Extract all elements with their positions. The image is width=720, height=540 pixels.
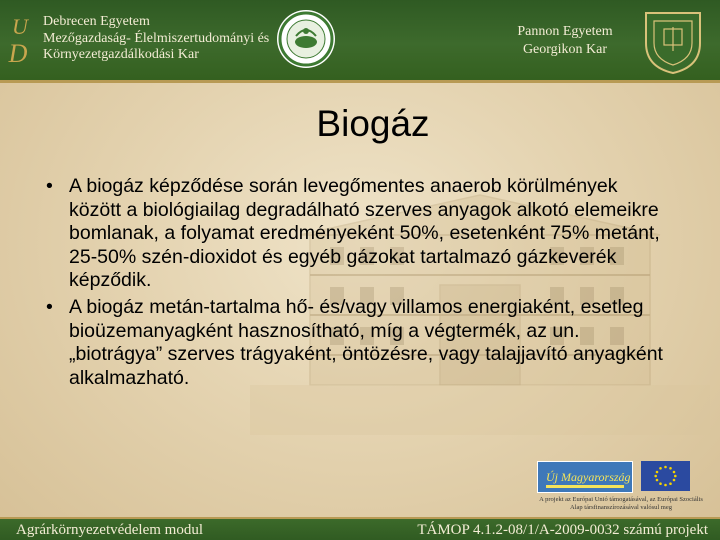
pannon-line-1: Pannon Egyetem — [517, 24, 613, 39]
svg-text:D: D — [8, 39, 28, 68]
university-seal-icon — [276, 9, 336, 69]
bullet-item — [46, 175, 666, 293]
bullet-dot-icon: • — [46, 295, 53, 318]
bullet-list — [46, 175, 666, 393]
pannon-crest-icon — [640, 7, 706, 75]
eu-flag-icon — [641, 461, 690, 491]
svg-text:U: U — [12, 14, 28, 39]
header-divider — [0, 80, 720, 83]
footer-bar — [0, 517, 720, 540]
uj-magyarorszag-text: Új Magyarország — [546, 470, 631, 484]
bullet-text: A biogáz metán-tartalma hő- és/vagy villamos energiaként, esetleg bioüzemanyagként hasznosítható, míg a végtermék, az un. „biotrágya” szerves trágyaként, öntözésre, vagy talajjavító anyagként alkalmazható. — [69, 295, 663, 389]
debrecen-line-1: Debrecen Egyetem — [43, 14, 150, 29]
module-name: Agrárkörnyezetvédelem modul — [16, 522, 204, 538]
header-bar — [0, 0, 720, 80]
funding-footnote: A projekt az Európai Unió támogatásával, az Európai Szociális Alap társfinanszírozásával valósul meg — [539, 496, 703, 511]
bullet-item — [46, 296, 666, 390]
debrecen-university-name — [43, 14, 269, 64]
pannon-university-name — [512, 23, 618, 59]
pannon-line-2: Georgikon Kar — [522, 42, 608, 57]
slide-title-text: Biogáz — [316, 103, 430, 144]
ud-monogram-icon — [5, 10, 35, 70]
slide-title — [0, 103, 720, 145]
bullet-dot-icon: • — [46, 175, 53, 197]
debrecen-line-2: Mezőgazdaság- Élelmiszertudományi és — [43, 30, 270, 46]
project-id: TÁMOP 4.1.2-08/1/A-2009-0032 számú projekt — [417, 522, 708, 538]
debrecen-line-3: Környezetgazdálkodási Kar — [43, 47, 199, 62]
bullet-text: A biogáz képződése során levegőmentes anaerob körülmények között a biológiailag degradálható szerves anyagok alkotó elemeikre bomlanak, a folyamat eredményeként 50%, esetenként 75% metánt, 25-50% szén-dioxidot és egyéb gázokat tartalmazó gázkeverék képződik. — [69, 175, 660, 292]
uj-magyarorszag-logo — [537, 461, 633, 493]
